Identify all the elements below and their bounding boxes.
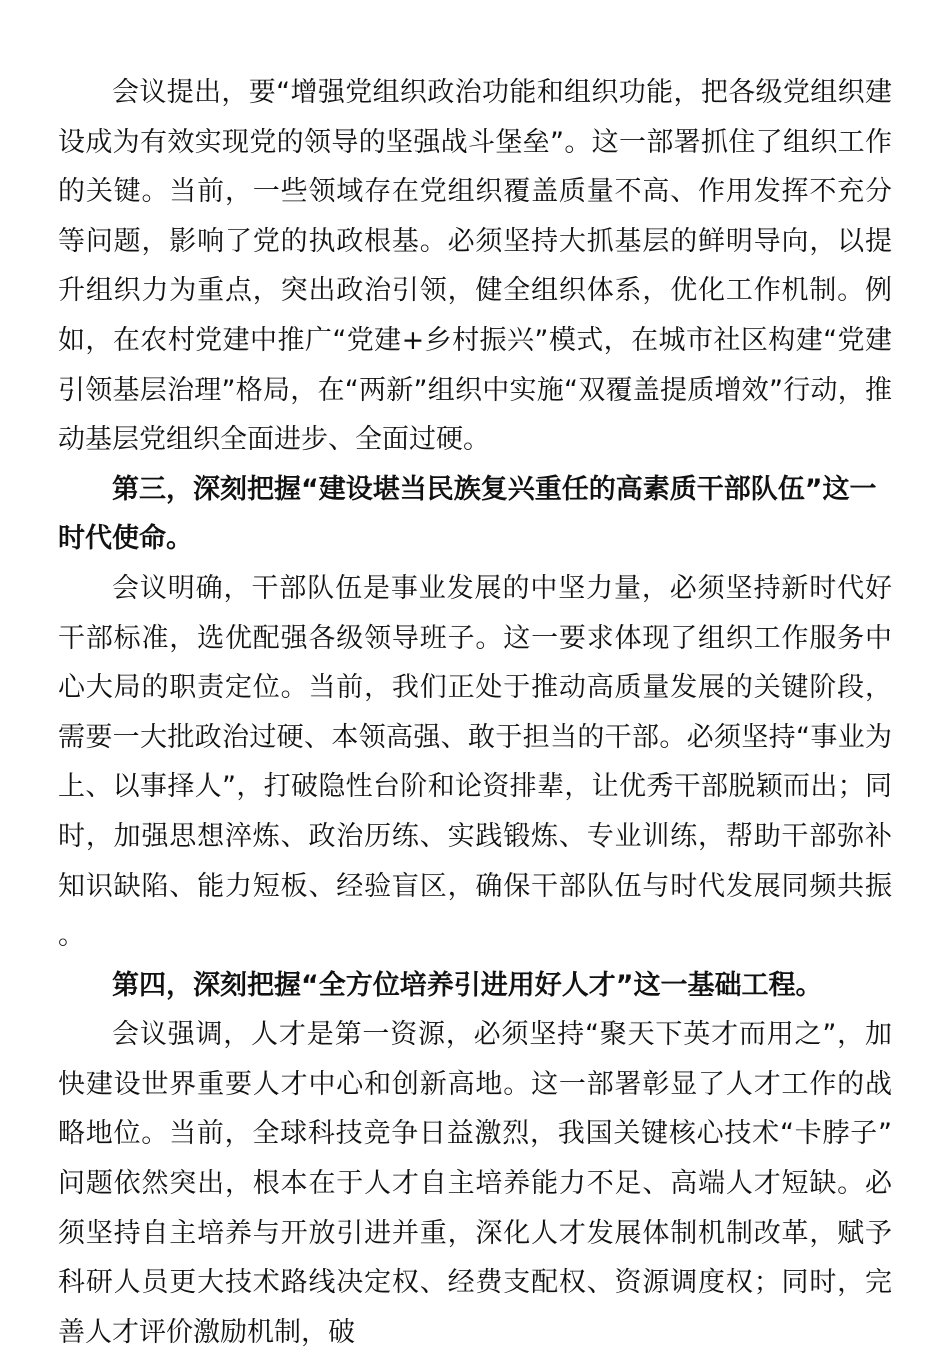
paragraph-talent-work: 会议强调，人才是第一资源，必须坚持“聚天下英才而用之”，加快建设世界重要人才中心和创新高地。这一部署彰显了人才工作的战略地位。当前，全球科技竞争日益激烈，我国关键核心技术“卡脖子”问题依然突出，根本在于人才自主培养能力不足、高端人才短缺。必须坚持自主培养与开放引进并重，深化人才发展体制机制改革，赋予科研人员更大技术路线决定权、经费支配权、资源调度权；同时，完善人才评价激励机制，破 bbox=[58, 1019, 892, 1348]
document-body bbox=[58, 68, 892, 1357]
heading-fourth-point: 第四，深刻把握“全方位培养引进用好人才”这一基础工程。 bbox=[112, 969, 823, 1001]
paragraph-grassroots-organization: 会议提出，要“增强党组织政治功能和组织功能，把各级党组织建设成为有效实现党的领导的坚强战斗堡垒”。这一部署抓住了组织工作的关键。当前，一些领域存在党组织覆盖质量不高、作用发挥不充分等问题，影响了党的执政根基。必须坚持大抓基层的鲜明导向，以提升组织力为重点，突出政治引领，健全组织体系，优化工作机制。例如，在农村党建中推广“党建+乡村振兴”模式，在城市社区构建“党建引领基层治理”格局，在“两新”组织中实施“双覆盖提质增效”行动，推动基层党组织全面进步、全面过硬。 bbox=[58, 77, 892, 456]
heading-third-point: 第三，深刻把握“建设堪当民族复兴重任的高素质干部队伍”这一时代使命。 bbox=[58, 473, 877, 555]
paragraph-cadre-team: 会议明确，干部队伍是事业发展的中坚力量，必须坚持新时代好干部标准，选优配强各级领导班子。这一要求体现了组织工作服务中心大局的职责定位。当前，我们正处于推动高质量发展的关键阶段，需要一大批政治过硬、本领高强、敢于担当的干部。必须坚持“事业为上、以事择人”，打破隐性台阶和论资排辈，让优秀干部脱颖而出；同时，加强思想淬炼、政治历练、实践锻炼、专业训练，帮助干部弥补知识缺陷、能力短板、经验盲区，确保干部队伍与时代发展同频共振。 bbox=[58, 572, 892, 952]
